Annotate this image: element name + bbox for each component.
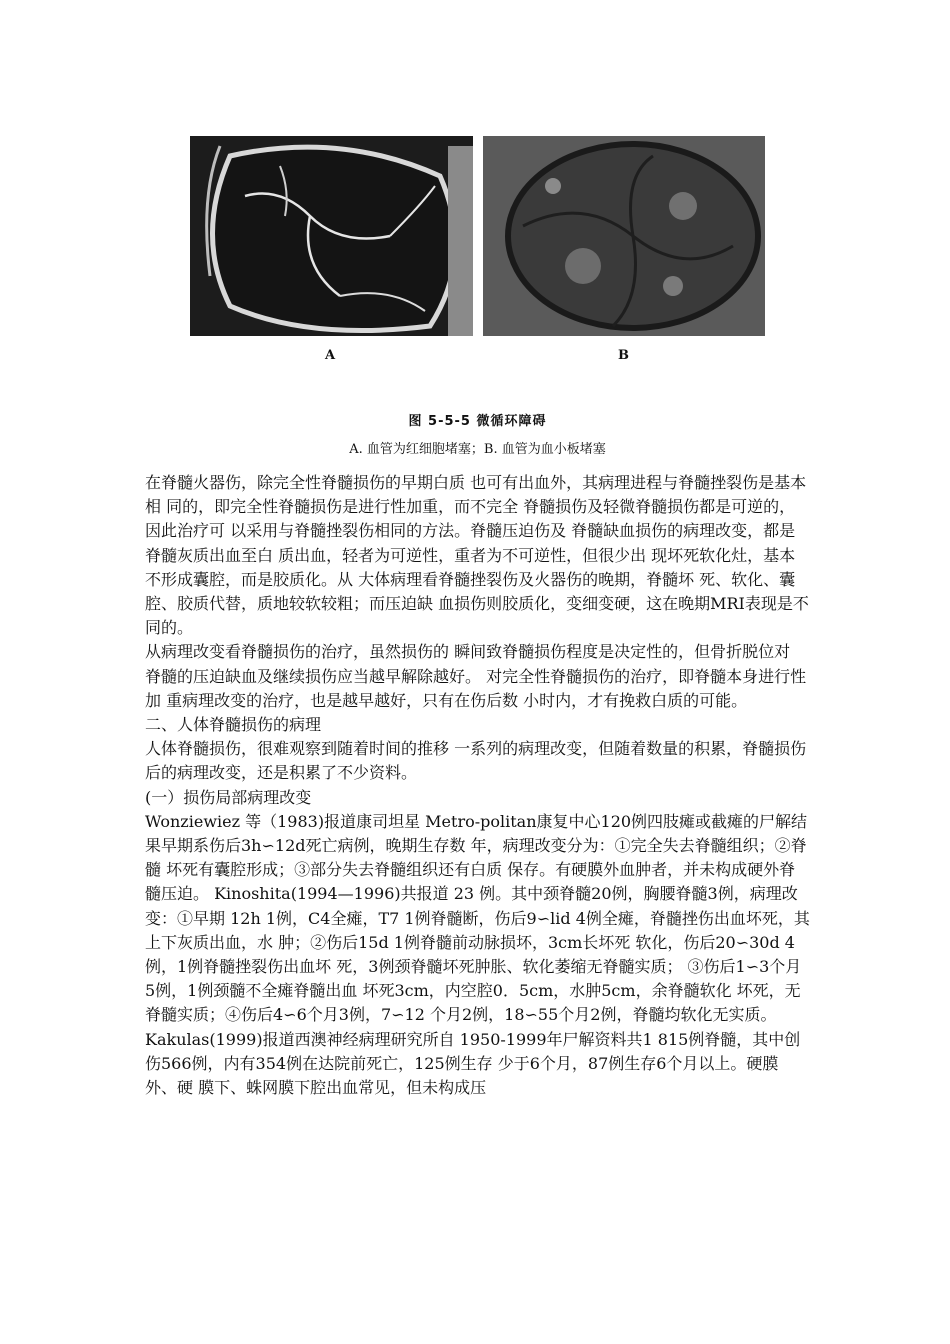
figure-panels (190, 136, 765, 336)
paragraph: 人体脊髓损伤，很难观察到随着时间的推移 一系列的病理改变，但随着数量的积累，脊髓损伤 后的病理改变，还是积累了不少资料。 (145, 739, 807, 783)
paragraph: Kakulas(1999)报道西澳神经病理研究所自 1950-1999年尸解资料共1 815例脊髓，其中创 伤566例，内有354例在达院前死亡，125例生存 少于6个月，87例生存6个月以上。硬膜外、硬 膜下、蛛网膜下腔出血常见，但未构成压 (145, 1029, 801, 1098)
figure (190, 136, 765, 457)
micrograph-a (190, 136, 473, 336)
paragraph: 从病理改变看脊髓损伤的治疗，虽然损伤的 瞬间致脊髓损伤程度是决定性的，但骨折脱位对 脊髓的压迫缺血及继续损伤应当越早解除越好。 对完全性脊髓损伤的治疗，即脊髓本身进行性加 重病理改变的治疗，也是越早越好，只有在伤后数 小时内，才有挽救白质的可能。 (145, 642, 807, 710)
section-heading: 二、人体脊髓损伤的病理 (145, 715, 322, 735)
figure-title: 图 5-5-5 微循环障碍 (408, 414, 547, 429)
paragraph: Wonziewiez 等（1983)报道康司坦星 Metro-politan康复中心120例四肢瘫或截瘫的尸解结 果早期系伤后3h∽12d死亡病例，晚期生存数 年，病理改变分为：①完全失去脊髓组织；②脊髓 坏死有囊腔形成；③部分失去脊髓组织还有白质 保存。有硬膜外血肿者，并未构成硬外脊髓压迫。 Kinoshita(1994—1996)共报道 23 例。其中颈脊髓20例，胸腰脊髓3例，病理改变：①早期 12h 1例，C4全瘫，T7 1例脊髓断，伤后9∽lid 4例全瘫，脊髓挫伤出血坏死，其上下灰质出血，水 肿；②伤后15d 1例脊髓前动脉损坏，3cm长坏死 软化，伤后20∽30d 4例，1例脊髓挫裂伤出血坏 死，3例颈脊髓坏死肿胀、软化萎缩无脊髓实质； ③伤后1∽3个月5例，1例颈髓不全瘫脊髓出血 坏死3cm，内空腔0．5cm，水肿5cm，余脊髓软化 坏死，无脊髓实质；④伤后4∽6个月3例，7∽12 个月2例，18∽55个月2例，脊髓均软化无实质。 (145, 811, 810, 1025)
figure-caption: A. 血管为红细胞堵塞；B. 血管为血小板堵塞 (349, 442, 606, 457)
panel-label-b: B (618, 348, 629, 363)
subsection-heading: (一）损伤局部病理改变 (145, 787, 312, 807)
body-text (145, 471, 810, 1100)
panel-label-a: A (325, 348, 336, 363)
micrograph-b (483, 136, 765, 336)
paragraph: 在脊髓火器伤，除完全性脊髓损伤的早期白质 也可有出血外，其病理进程与脊髓挫裂伤是基本相 同的，即完全性脊髓损伤是进行性加重，而不完全 脊髓损伤及轻微脊髓损伤都是可逆的，因此治疗可 以采用与脊髓挫裂伤相同的方法。脊髓压迫伤及 脊髓缺血损伤的病理改变，都是脊髓灰质出血至白 质出血，轻者为可逆性，重者为不可逆性，但很少出 现坏死软化灶，基本不形成囊腔，而是胶质化。从 大体病理看脊髓挫裂伤及火器伤的晚期，脊髓坏 死、软化、囊腔、胶质代替，质地较软较粗；而压迫缺 血损伤则胶质化，变细变硬，这在晚期MRI表现是不同的。 (145, 473, 809, 638)
